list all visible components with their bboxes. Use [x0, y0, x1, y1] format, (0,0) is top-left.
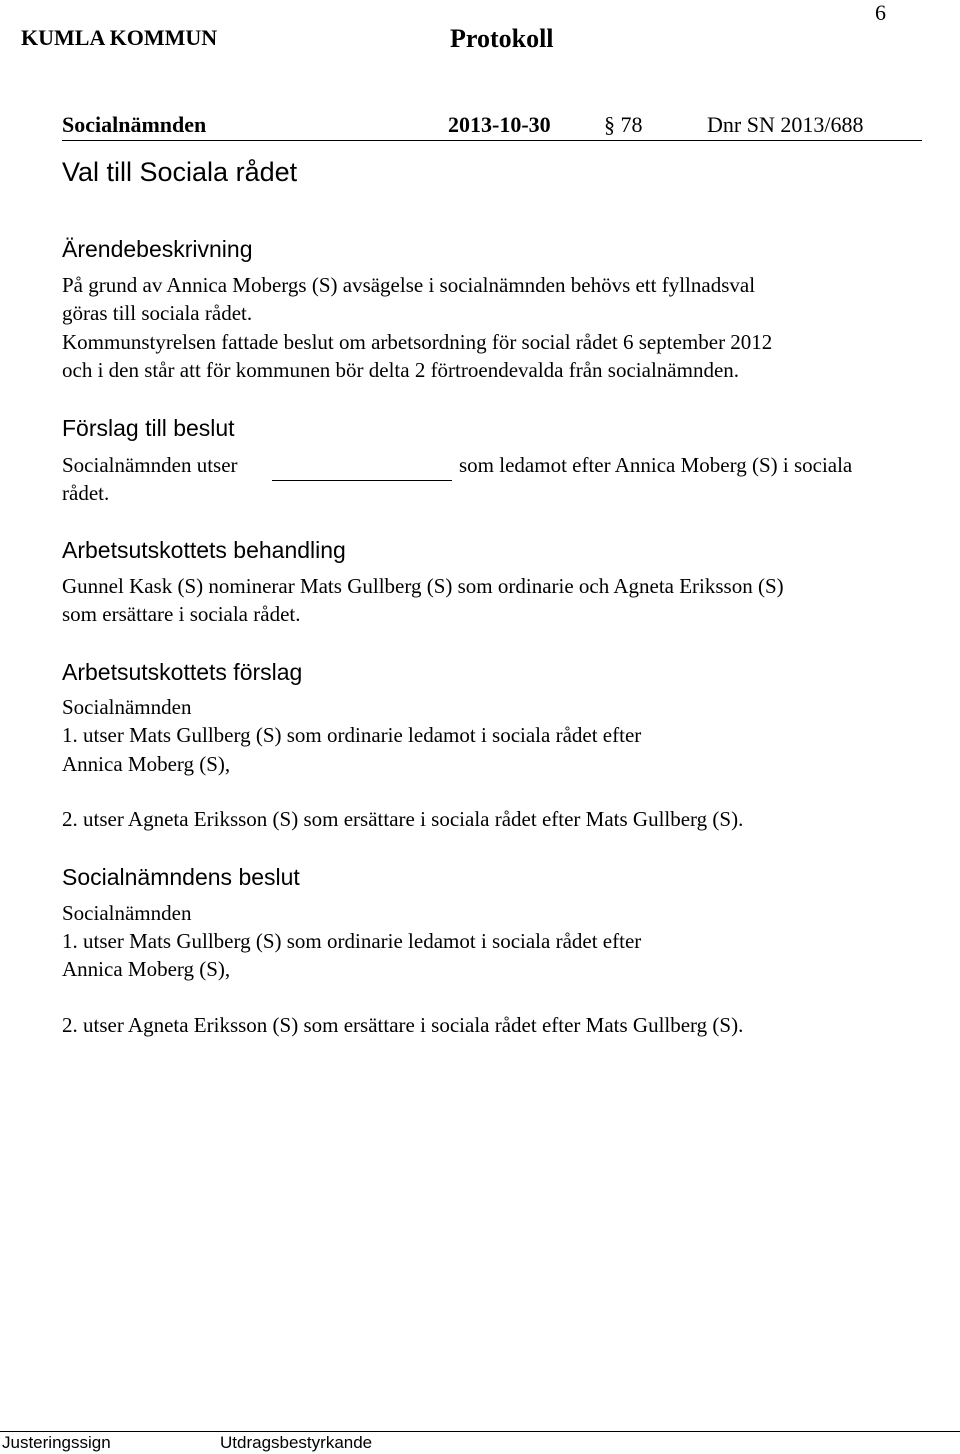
page-title: Val till Sociala rådet [62, 157, 298, 187]
decision-heading: Socialnämndens beslut [62, 864, 300, 890]
background-line: göras till sociala rådet. [62, 301, 253, 325]
committee-name: Socialnämnden [62, 112, 207, 137]
page-number: 6 [875, 0, 886, 25]
decision-item-2: 2. utser Agneta Eriksson (S) som ersättare i sociala rådet efter Mats Gullberg (S). [62, 1013, 744, 1037]
proposal-line-2: rådet. [62, 481, 110, 505]
decision-body: Socialnämnden [62, 901, 192, 925]
committee-proposal-body: Socialnämnden [62, 695, 192, 719]
committee-handling-heading: Arbetsutskottets behandling [62, 537, 346, 563]
decision-item-1-cont: Annica Moberg (S), [62, 957, 231, 981]
committee-proposal-item-2: 2. utser Agneta Eriksson (S) som ersättare i sociala rådet efter Mats Gullberg (S). [62, 807, 744, 831]
committee-handling-line: Gunnel Kask (S) nominerar Mats Gullberg (S) som ordinarie och Agneta Eriksson (S) [62, 574, 784, 598]
footer-certification-label: Utdragsbestyrkande [220, 1433, 373, 1452]
background-line: och i den står att för kommunen bör delta 2 förtroendevalda från socialnämnden. [62, 358, 740, 382]
meta-divider [62, 140, 922, 141]
proposal-line-start: Socialnämnden utser [62, 453, 238, 477]
footer-divider [0, 1431, 960, 1432]
municipality-name: KUMLA KOMMUN [21, 25, 218, 50]
document-type: Protokoll [450, 24, 554, 53]
meta-row [62, 112, 922, 142]
blank-fill-line [272, 480, 452, 481]
meeting-date: 2013-10-30 [448, 112, 551, 137]
paragraph-number: § 78 [604, 112, 643, 137]
background-line: Kommunstyrelsen fattade beslut om arbetsordning för social rådet 6 september 2012 [62, 330, 773, 354]
decision-item-1: 1. utser Mats Gullberg (S) som ordinarie ledamot i sociala rådet efter [62, 929, 642, 953]
committee-proposal-item-1: 1. utser Mats Gullberg (S) som ordinarie ledamot i sociala rådet efter [62, 723, 642, 747]
committee-proposal-item-1-cont: Annica Moberg (S), [62, 752, 231, 776]
committee-handling-line: som ersättare i sociala rådet. [62, 602, 301, 626]
background-line: På grund av Annica Mobergs (S) avsägelse i socialnämnden behövs ett fyllnadsval [62, 273, 756, 297]
case-number: Dnr SN 2013/688 [707, 112, 864, 137]
background-heading: Ärendebeskrivning [62, 236, 253, 262]
proposal-heading: Förslag till beslut [62, 415, 235, 441]
committee-proposal-heading: Arbetsutskottets förslag [62, 659, 303, 685]
footer-signature-label: Justeringssign [2, 1433, 111, 1452]
proposal-line-end: som ledamot efter Annica Moberg (S) i sociala [459, 453, 853, 477]
